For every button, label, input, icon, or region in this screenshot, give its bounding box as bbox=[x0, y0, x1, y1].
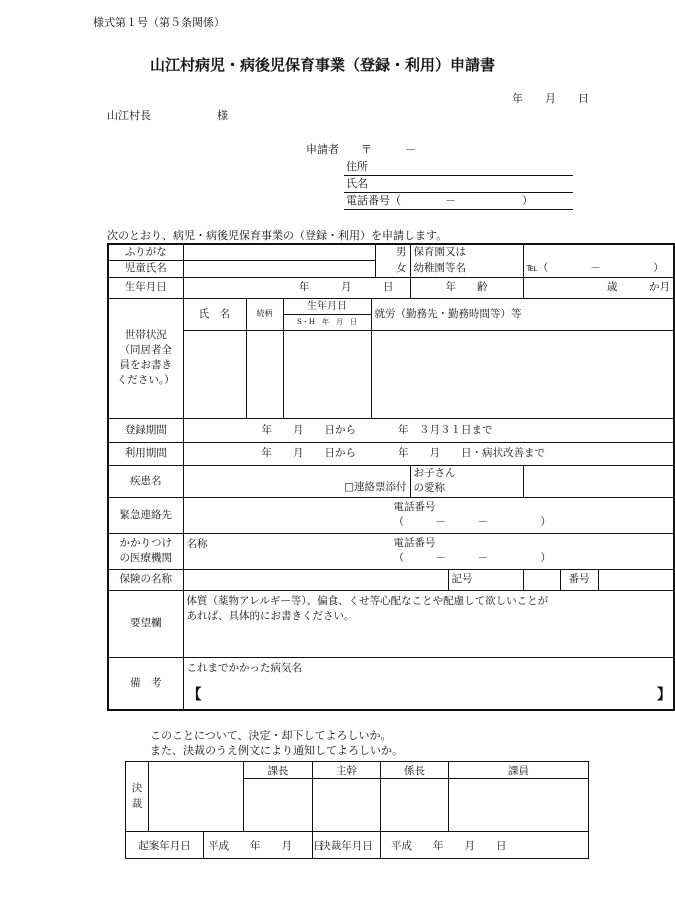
nickname-field[interactable] bbox=[523, 465, 674, 497]
nursery-label-2: 幼稚園等名 bbox=[410, 260, 523, 277]
age-field[interactable]: 歳 か月 bbox=[523, 277, 674, 298]
remarks-label: 備 考 bbox=[108, 657, 183, 710]
emergency-contact-label: 緊急連絡先 bbox=[108, 497, 183, 533]
clinic-label-1: かかりつけ bbox=[119, 536, 172, 549]
kessai-label bbox=[126, 762, 149, 832]
household-label-1: 世帯状況 bbox=[124, 328, 167, 341]
household-label bbox=[108, 298, 183, 418]
household-work-cell[interactable] bbox=[371, 330, 674, 418]
clinic-label-2: の医療機関 bbox=[119, 552, 172, 564]
col-work: 就労（勤務先・勤務時間等）等 bbox=[371, 298, 674, 330]
sub-chief-header: 係長 bbox=[381, 762, 449, 779]
clinic-name-label: 名称 bbox=[186, 537, 208, 550]
symbol-label: 記号 bbox=[451, 573, 473, 586]
clinic-field[interactable] bbox=[183, 533, 674, 569]
main-officer-header: 主幹 bbox=[313, 762, 381, 779]
age-label: 年 齢 bbox=[410, 277, 523, 298]
registration-period-label: 登録期間 bbox=[108, 418, 183, 442]
draft-date-field[interactable] bbox=[204, 832, 324, 859]
name-underline bbox=[344, 192, 573, 193]
household-label-4: ください。） bbox=[116, 374, 175, 387]
symbol-field[interactable] bbox=[523, 569, 560, 590]
emergency-contact-field[interactable] bbox=[183, 497, 674, 533]
section-chief-header: 課長 bbox=[244, 762, 313, 779]
emergency-phone-label: 電話番号 bbox=[393, 500, 436, 513]
clinic-label bbox=[108, 533, 183, 569]
furigana-field[interactable] bbox=[183, 244, 375, 260]
nickname-label bbox=[410, 465, 523, 497]
applicant-label: 申請者 〒 － bbox=[306, 143, 416, 156]
decision-ymd: 年 月 日 bbox=[433, 839, 507, 852]
addressee: 山江村長 様 bbox=[107, 109, 228, 122]
insurance-label: 保険の名称 bbox=[108, 569, 183, 590]
col-relation: 続柄 bbox=[246, 298, 283, 330]
intro-text: 次のとおり、病児・病後児保育事業の（登録・利用）を申請します。 bbox=[107, 229, 448, 242]
decision-note-1: このことについて、決定・却下してよろしいか。 bbox=[150, 729, 392, 742]
birthdate-field[interactable]: 年 月 日 bbox=[183, 277, 410, 298]
use-period-label: 利用期間 bbox=[108, 442, 183, 465]
name-label: 氏名 bbox=[346, 177, 368, 190]
registration-period-field[interactable]: 年 月 日から 年 ３月３１日まで bbox=[183, 418, 674, 442]
kessai-label-2: 裁 bbox=[131, 797, 143, 810]
bracket-open: 【 bbox=[187, 687, 202, 704]
request-instruction-1: 体質（薬物アレルギー等）、偏食、くせ等心配なことや配慮して欲しいことが bbox=[186, 594, 549, 607]
household-relation-cell[interactable] bbox=[246, 330, 283, 418]
bracket-close: 】 bbox=[657, 687, 671, 704]
decision-note-2: また、決裁のうえ例文により通知してよろしいか。 bbox=[150, 744, 403, 757]
symbol-cell[interactable] bbox=[448, 569, 523, 590]
section-chief-stamp[interactable] bbox=[244, 779, 313, 832]
application-form-table bbox=[107, 243, 675, 711]
contact-form-checkbox[interactable]: □連絡票添付 bbox=[183, 465, 410, 497]
child-name-field[interactable] bbox=[183, 260, 375, 277]
request-field[interactable] bbox=[183, 590, 674, 657]
household-name-cell[interactable] bbox=[183, 330, 246, 418]
col-birth-label: 生年月日 bbox=[284, 299, 371, 315]
decision-era: 平成 bbox=[391, 839, 412, 852]
insurance-field[interactable] bbox=[183, 569, 448, 590]
remarks-field[interactable] bbox=[183, 657, 674, 710]
decision-date-label: 決裁年月日 bbox=[313, 832, 381, 859]
sub-chief-stamp[interactable] bbox=[381, 779, 449, 832]
household-label-2: （同居者全 bbox=[119, 343, 172, 356]
nursery-label-1: 保育園又は bbox=[410, 244, 523, 260]
col-name: 氏 名 bbox=[183, 298, 246, 330]
phone-underline bbox=[344, 209, 573, 210]
child-name-label: 児童氏名 bbox=[108, 260, 183, 277]
household-label-3: 員をお書き bbox=[119, 359, 172, 371]
staff-stamp[interactable] bbox=[449, 779, 589, 832]
address-label: 住所 bbox=[346, 160, 368, 173]
decision-date-field[interactable] bbox=[381, 832, 589, 859]
approval-table bbox=[125, 761, 589, 859]
request-label: 要望欄 bbox=[108, 590, 183, 657]
household-birth-cell[interactable] bbox=[283, 330, 371, 418]
number-label: 番号 bbox=[560, 569, 598, 590]
nickname-label-2: の愛称 bbox=[413, 482, 445, 494]
male-option[interactable]: 男 bbox=[375, 244, 410, 260]
staff-header: 課員 bbox=[449, 762, 589, 779]
disease-label: 疾患名 bbox=[108, 465, 183, 497]
furigana-label: ふりがな bbox=[108, 244, 183, 260]
nickname-label-1: お子さん bbox=[413, 466, 456, 479]
remarks-instruction: これまでかかった病気名 bbox=[186, 661, 302, 674]
kessai-label-1: 決 bbox=[131, 781, 143, 794]
draft-date-label: 起案年月日 bbox=[126, 832, 204, 859]
col-birth bbox=[283, 298, 371, 330]
nursery-tel[interactable]: ℡（ － ） bbox=[523, 260, 674, 277]
birthdate-label: 生年月日 bbox=[108, 277, 183, 298]
kessai-blank-cell[interactable] bbox=[149, 762, 244, 832]
number-field[interactable] bbox=[598, 569, 674, 590]
col-birth-era: S・H 年 月 日 bbox=[297, 317, 357, 326]
female-option[interactable]: 女 bbox=[375, 260, 410, 277]
phone-label: 電話番号（ － ） bbox=[346, 194, 533, 207]
date-line: 年 月 日 bbox=[512, 92, 589, 105]
clinic-phone-field[interactable]: （ － － ） bbox=[393, 552, 551, 564]
address-underline bbox=[344, 175, 573, 176]
clinic-phone-label: 電話番号 bbox=[393, 536, 436, 549]
nursery-field[interactable] bbox=[523, 244, 674, 260]
emergency-phone-field[interactable]: （ － － ） bbox=[393, 516, 551, 528]
draft-era: 平成 bbox=[208, 839, 229, 852]
draft-ymd: 年 月 日 bbox=[250, 839, 324, 852]
page-title: 山江村病児・病後児保育事業（登録・利用）申請書 bbox=[150, 56, 496, 74]
use-period-field[interactable]: 年 月 日から 年 月 日・病状改善まで bbox=[183, 442, 674, 465]
main-officer-stamp[interactable] bbox=[313, 779, 381, 832]
request-instruction-2: あれば、具体的にお書きください。 bbox=[186, 610, 355, 623]
form-number: 様式第１号（第５条関係） bbox=[93, 16, 225, 29]
